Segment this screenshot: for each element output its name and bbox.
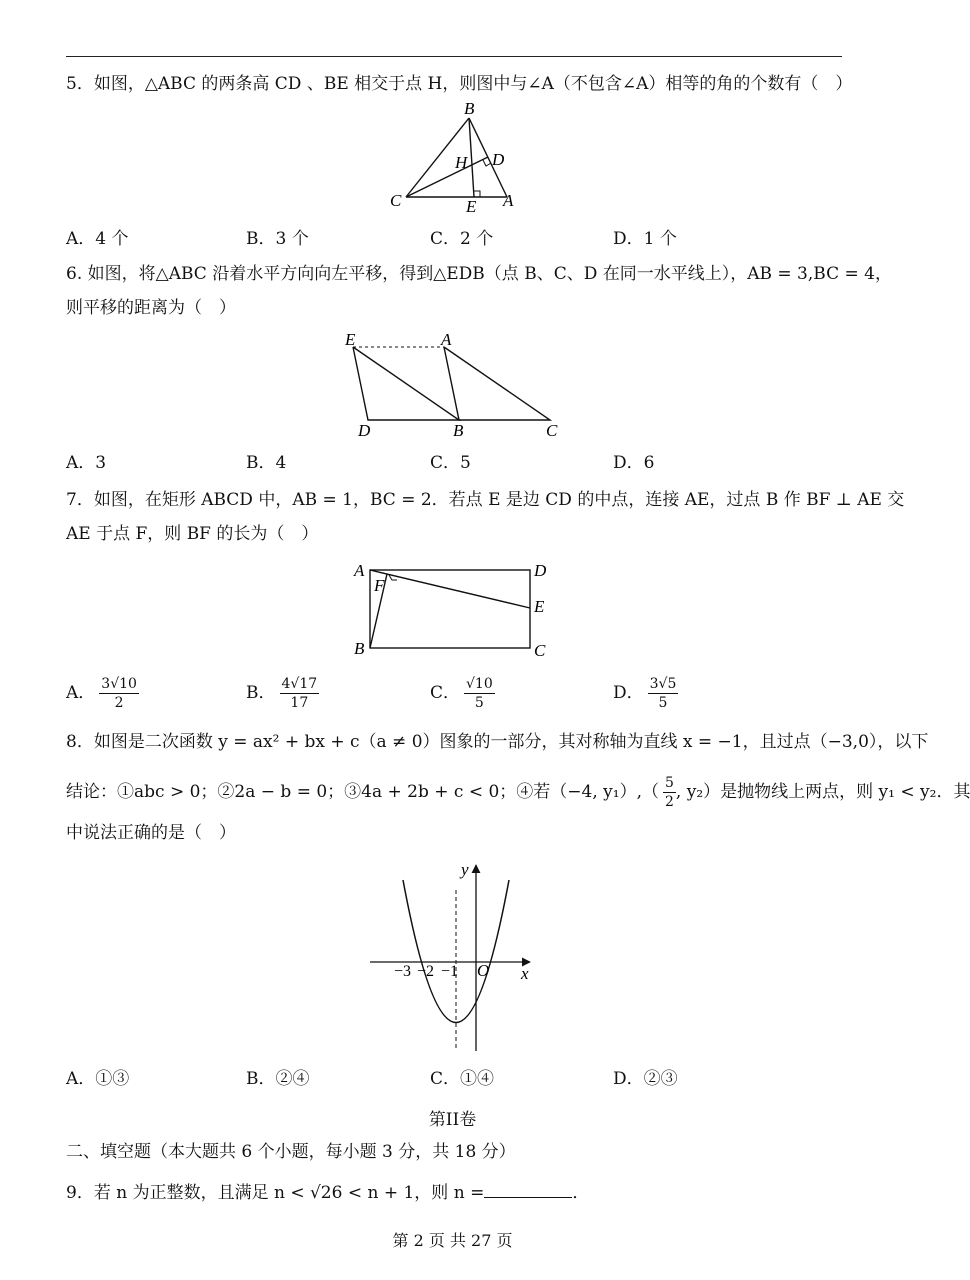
q5-label-h: H: [455, 153, 468, 172]
q7-text-line2: AE 于点 F，则 BF 的长为（ ）: [66, 524, 319, 544]
q6-option-b[interactable]: B．4: [246, 453, 287, 473]
q7-figure: [350, 558, 555, 663]
q5-label-c: C: [390, 191, 402, 210]
q7-option-d[interactable]: [613, 676, 678, 711]
top-rule: [66, 56, 842, 57]
q6-figure: [340, 330, 570, 440]
q8-fraction: [663, 775, 676, 810]
q8-option-c[interactable]: C．①④: [430, 1069, 495, 1089]
q6-option-d[interactable]: D．6: [613, 453, 655, 473]
q7-label-a: A: [354, 561, 365, 580]
page-footer: 第 2 页 共 27 页: [392, 1231, 513, 1250]
q7-option-b-num: 4√17: [281, 676, 318, 692]
q6-label-c: C: [546, 421, 558, 440]
q8-option-b[interactable]: B．②④: [246, 1069, 310, 1089]
section-title: 第II卷: [428, 1110, 477, 1130]
q8-label-y: y: [461, 860, 469, 879]
q8-frac-den: 2: [665, 794, 674, 810]
q6-triangle-edb: [353, 347, 459, 420]
q9-text-a: 9．若 n 为正整数，且满足 n < √26 < n + 1，则 n =: [66, 1183, 485, 1203]
q6-label-a: A: [441, 330, 452, 349]
q5-label-e: E: [466, 197, 477, 216]
q8-frac-num: 5: [665, 775, 674, 791]
q8-option-a[interactable]: A．①③: [66, 1069, 130, 1089]
section-part2-heading: 二、填空题（本大题共 6 个小题，每小题 3 分，共 18 分）: [66, 1142, 516, 1162]
q7-option-d-num: 3√5: [649, 676, 677, 692]
q8-tick-neg1: −1: [441, 963, 459, 980]
q7-label-c: C: [534, 641, 546, 660]
q6-label-d: D: [358, 421, 371, 440]
q8-tick-neg3: −3: [394, 963, 412, 980]
q7-option-d-den: 5: [658, 695, 668, 711]
q5-option-b[interactable]: B．3 个: [246, 229, 309, 249]
q8-text-line2-b: , y₂）是抛物线上两点，则 y₁ < y₂．其: [675, 782, 970, 802]
q5-label-d: D: [492, 150, 505, 169]
q7-label-d: D: [534, 561, 547, 580]
q7-rectangle-abcd: [370, 570, 530, 648]
q7-option-a-letter: A．: [66, 683, 96, 703]
q7-option-a-fraction: [99, 676, 139, 711]
q5-option-a[interactable]: A．4 个: [66, 229, 129, 249]
q8-option-d[interactable]: D．②③: [613, 1069, 678, 1089]
q7-text-line1: 7．如图，在矩形 ABCD 中，AB = 1，BC = 2．若点 E 是边 CD 的中点，连接 AE，过点 B 作 BF ⊥ AE 交: [66, 490, 905, 510]
q8-text-line2: [66, 775, 970, 810]
q8-parabola: [403, 880, 509, 1023]
q8-graph: [365, 855, 545, 1055]
q7-label-e: E: [534, 597, 545, 616]
q7-segment-ae: [370, 570, 530, 608]
q9-text-b: ．: [572, 1183, 590, 1203]
q8-label-origin: O: [477, 961, 490, 980]
q8-text-line3: 中说法正确的是（ ）: [66, 823, 236, 843]
q7-option-b-letter: B．: [246, 683, 276, 703]
q7-option-c[interactable]: [430, 676, 495, 711]
q7-option-a-den: 2: [114, 695, 124, 711]
q5-altitude-be: [469, 118, 474, 197]
q6-option-a[interactable]: A．3: [66, 453, 107, 473]
q6-text-line1: 6. 如图，将△ABC 沿着水平方向向左平移，得到△EDB（点 B、C、D 在同一水平线上），AB = 3,BC = 4，: [66, 264, 892, 284]
q8-paren-open: （: [642, 782, 659, 802]
q8-tick-neg2: −2: [417, 963, 435, 980]
q6-option-c[interactable]: C．5: [430, 453, 471, 473]
q5-option-c[interactable]: C．2 个: [430, 229, 494, 249]
q7-option-d-fraction: [648, 676, 679, 711]
q7-label-f: F: [374, 576, 385, 595]
q6-label-e: E: [345, 330, 356, 349]
q7-option-a[interactable]: [66, 676, 139, 711]
q6-text-line2: 则平移的距离为（ ）: [66, 298, 236, 318]
q7-option-b[interactable]: [246, 676, 319, 711]
q7-option-c-num: √10: [466, 676, 493, 692]
q7-option-c-den: 5: [474, 695, 484, 711]
q7-label-b: B: [354, 639, 365, 658]
q9-text: [66, 1182, 589, 1204]
q5-option-d[interactable]: D．1 个: [613, 229, 677, 249]
q6-label-b: B: [453, 421, 464, 440]
q6-triangle-abc: [444, 347, 550, 420]
q7-option-c-letter: C．: [430, 683, 461, 703]
q8-text-line1: 8．如图是二次函数 y = ax² + bx + c（a ≠ 0）图象的一部分，其对称轴为直线 x = −1，且过点（−3,0），以下: [66, 732, 929, 752]
q7-option-d-letter: D．: [613, 683, 644, 703]
q7-option-c-fraction: [464, 676, 495, 711]
q7-option-b-fraction: [280, 676, 320, 711]
q5-figure: [380, 100, 540, 220]
q8-text-line2-a: 结论：①abc > 0；②2a − b = 0；③4a + 2b + c < 0；④若（−4, y₁）,: [66, 782, 642, 802]
q7-option-b-den: 17: [290, 695, 309, 711]
q5-text: 5．如图，△ABC 的两条高 CD 、BE 相交于点 H，则图中与∠A（不包含∠A）相等的角的个数有（ ）: [66, 74, 853, 94]
q9-answer-blank[interactable]: [484, 1183, 572, 1198]
q5-label-a: A: [503, 191, 514, 210]
q5-label-b: B: [464, 99, 475, 118]
q7-option-a-num: 3√10: [101, 676, 137, 692]
q8-label-x: x: [521, 964, 529, 983]
